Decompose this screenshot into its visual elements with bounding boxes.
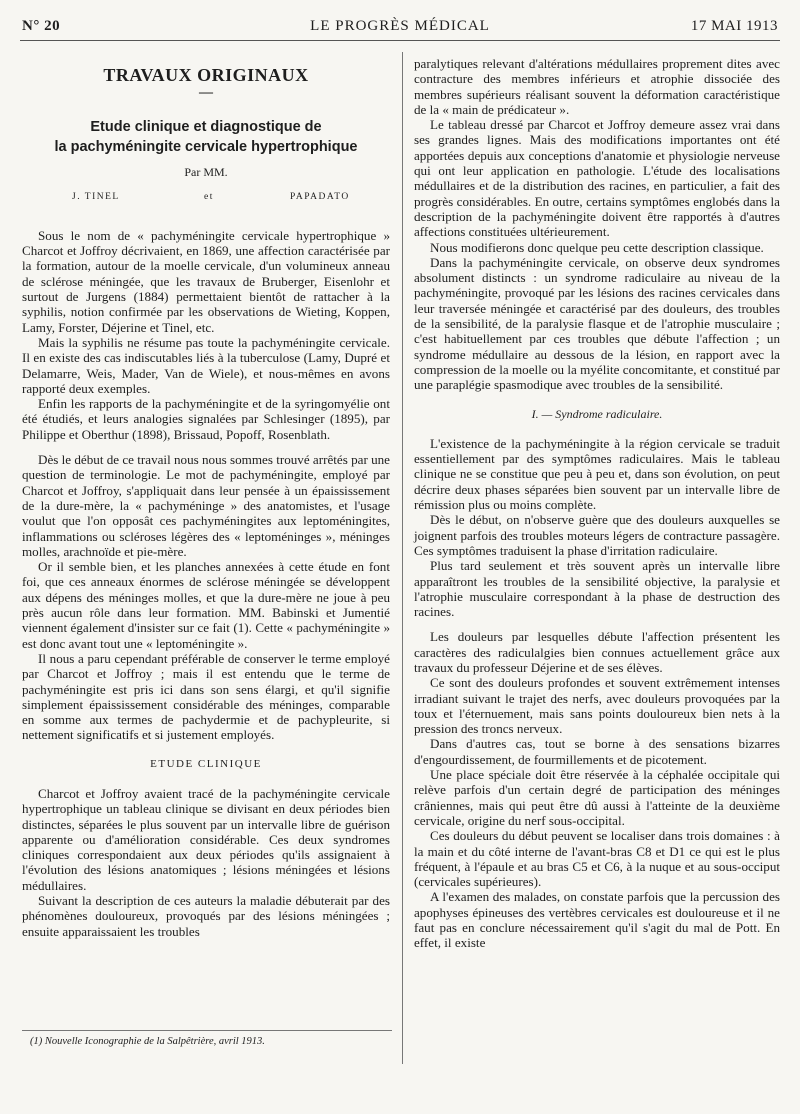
paragraph: Dès le début de ce travail nous nous sommes trouvé arrêtés par une question de terminologie. Le mot de pachyméningite, employé par Charcot et Joffroy, s'appliquait dans leur pensée à un épaississement de la dure-mère, la « pachyméninge » des anatomistes, et l'usage voulut que l'on opposât ces pachyméningites aux leptoméningites, inflammations ou scléroses légères des « leptoméninges », méninges molles, arachnoïde et pie-mère. [22,452,390,559]
paragraph: Mais la syphilis ne résume pas toute la pachyméningite cervicale. Il en existe des cas indiscutables liés à la tuberculose (Lamy, Dupré et Delamarre, Weis, Mader, Van de Wiele), et nous-mêmes en avons rapporté deux exemples. [22,334,390,396]
paragraph: Sous le nom de « pachyméningite cervicale hypertrophique » Charcot et Joffroy décrivaient, en 1869, une affection caractérisée par la formation, autour de la moelle cervicale, d'un volumineux anneau de sclérose méningée, que les travaux de Bruberger, Eisenlohr et surtout de Jurgens (1884) permettaient bientôt de rattacher à la syphilis, notion confirmée par les observations de Wieting, Koppen, Lamy, Forster, Déjerine et Tinel, etc. [22,227,390,335]
author-2: PAPADATO [290,191,350,202]
column-divider [402,52,403,1064]
author-conjunction: et [204,191,214,202]
byline: Par MM. [184,164,228,179]
paragraph: L'existence de la pachyméningite à la région cervicale se traduit essentiellement par des symptômes radiculaires. Mais le tableau clinique ne se constitue que peu à peu et, dans son évolution, on peut décrire deux phases séparées bien souvent par un intervalle libre de rémission plus ou moins complète. [414,435,780,513]
paragraph: Enfin les rapports de la pachyméningite et de la syringomyélie ont été étudiés, et leurs analogies signalées par Schlesinger (1895), par Philippe et Oberthur (1898), Brissaud, Popoff, Rosenblath. [22,396,390,442]
section-title: TRAVAUX ORIGINAUX [103,65,309,85]
article-title [22,117,390,157]
footnote: (1) Nouvelle Iconographie de la Salpêtrière, avril 1913. [30,1036,265,1047]
author-1: J. TINEL [72,191,120,202]
right-column [414,56,780,951]
paragraph: Une place spéciale doit être réservée à la céphalée occipitale qui relève parfois d'un certain degré de participation des méninges crâniennes, mais qui peut être dû aussi à l'atteinte de la deuxième cervicale, origine du nerf sous-occipital. [414,767,780,828]
paragraph: Le tableau dressé par Charcot et Joffroy demeure assez vrai dans ses grandes lignes. Mais des modifications importantes ont été apportées depuis aux conceptions d'anatomie et physiologie nerveuse qui ont leur application en pathologie. L'étude des localisations médullaires et de la distribution des racines, en particulier, a fait des progrès considérables. En outre, certains symptômes englobés dans la description de la pachyméningite doivent être rapportés à d'autres affections constituées ultérieurement. [414,117,780,240]
page-number: N° 20 [22,18,61,34]
paragraph: Plus tard seulement et très souvent après un intervalle libre apparaîtront les troubles de la sensibilité objective, la paralysie et l'atrophie musculaire correspondant à la phase de destruction des racines. [414,558,780,620]
running-header [22,14,778,40]
paragraph: Dans la pachyméningite cervicale, on observe deux syndromes absolument distincts : un syndrome radiculaire au niveau de la pachyméningite, provoqué par les lésions des racines cervicales dans leur traversée méningée et caractérisé par des douleurs, des troubles de la sensibilité, de la paralysie flasque et de l'atrophie musculaire ; c'est habituellement par ces troubles que débute l'affection ; un syndrome médullaire au dessous de la lésion, en rapport avec la compression de la moelle ou la myélite concomitante, et constitué par une paraplégie spasmodique avec troubles de la sensibilité. [414,254,780,393]
footnote-rule [22,1030,392,1031]
header-rule [20,40,780,41]
paragraph: Charcot et Joffroy avaient tracé de la pachyméningite cervicale hypertrophique un tableau clinique se divisant en deux périodes bien distinctes, séparées le plus souvent par un intervalle libre de guérison apparente ou d'amélioration considérable. Ces deux syndromes cliniques correspondaient aux deux périodes qu'ils assignaient à l'évolution des lésions anatomiques ; lésions méningées et lésions médullaires. [22,785,390,893]
issue-date: 17 MAI 1913 [690,18,778,34]
paragraph: Ces douleurs du début peuvent se localiser dans trois domaines : à la main et du côté interne de l'avant-bras C8 et D1 ce qui est le plus fréquent, à l'épaule et au bras C5 et C6, à la nuque et au sous-occiput (cervicales supérieures). [414,828,780,890]
paragraph: Or il semble bien, et les planches annexées à cette étude en font foi, que ces anneaux énormes de sclérose méningée se développent aux dépens des méninges molles, et que la dure-mère ne joue à peu près aucun rôle dans leur formation. MM. Babinski et Jumentié viennent également d'insister sur ce fait (1). Cette « pachyméningite » est donc avant tout une « leptoméningite ». [22,559,390,651]
journal-title: LE PROGRÈS MÉDICAL [310,18,490,34]
subsection-heading: I. — Syndrome radiculaire. [531,406,663,421]
paragraph: Nous modifierons donc quelque peu cette description classique. [430,239,764,255]
paragraph: Il nous a paru cependant préférable de conserver le terme employé par Charcot et Joffroy ; mais il est entendu que le terme de pachyméningite est pris ici dans son sens élargi, et qu'il signifie simplement épaississement considérable des méninges, comparable en somme aux termes de pachydermie et de pachypleurite, si nettement significatifs et si justement employés. [22,650,390,743]
paragraph: paralytiques relevant d'altérations médullaires proprement dites avec contracture des membres inférieurs et atrophie dissociée des membres supérieurs réalisant souvent la déformation caractéristique de la « main de prédicateur ». [414,56,780,117]
paragraph: Ce sont des douleurs profondes et souvent extrêmement intenses irradiant suivant le trajet des nerfs, avec douleurs provoquées par la toux et l'éternuement, mais sans points douloureux bien nets à la pression des troncs nerveux. [414,675,780,737]
section-dash: — [199,85,213,101]
paragraph: Suivant la description de ces auteurs la maladie débuterait par des phénomènes douloureux, provoqués par des lésions méningées ; ensuite apparaissaient les troubles [22,893,390,939]
paragraph: A l'examen des malades, on constate parfois que la percussion des apophyses épineuses des vertèbres cervicales est douloureuse et il ne faut pas en conclure nécessairement qu'il s'agit du mal de Pott. En effet, il existe [414,889,780,951]
paragraph: Les douleurs par lesquelles débute l'affection présentent les caractères des radiculalgies bien connues actuellement grâce aux travaux du professeur Déjerine et de ses élèves. [414,629,780,675]
paragraph: Dans d'autres cas, tout se borne à des sensations bizarres d'engourdissement, de fourmillements et de picotement. [414,736,780,767]
paragraph: Dès le début, on n'observe guère que des douleurs auxquelles se joignent parfois des troubles moteurs légers de contracture passagère. Ces symptômes traduisent la phase d'irritation radiculaire. [414,512,780,558]
authors [22,190,390,206]
article-title-line-1: Etude clinique et diagnostique de [90,118,322,135]
subsection-heading: ETUDE CLINIQUE [150,757,262,770]
left-column [22,56,390,939]
article-title-line-2: la pachyméningite cervicale hypertrophique [54,138,358,155]
